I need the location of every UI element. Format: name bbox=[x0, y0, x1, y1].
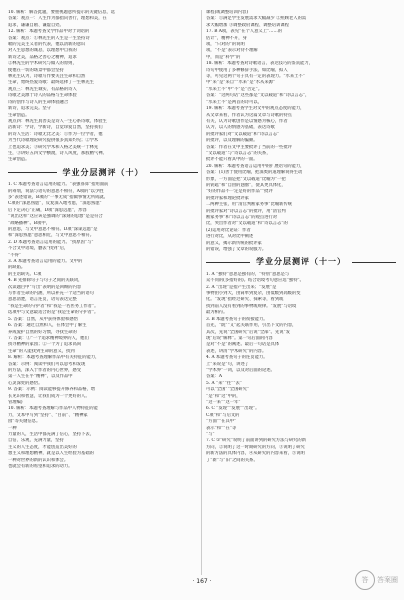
text-line: 18. 解析：本题考查对诗歌语言、表达技巧的鉴赏能力， bbox=[206, 61, 314, 67]
text-line: 心灵深处的感悟。 bbox=[8, 380, 43, 386]
text-line: 答案：观点一：人生作为都指向善行，理想和美，在 bbox=[8, 16, 107, 22]
text-line: 是对“不是”的阐述。最后一句话是具体 bbox=[206, 342, 280, 348]
text-line: 生命”的人能找到生命的意义，找到 bbox=[8, 348, 75, 354]
text-line: 1. A “独特”意思是独有的，“特别”意思是与 bbox=[206, 271, 290, 277]
heading-rule-right bbox=[352, 262, 396, 263]
text-line: 认为，以人的情感为基础，表达诗歌 bbox=[206, 125, 275, 131]
text-line: 上也追求美；③研究学术和人格之美统一于林先 bbox=[8, 144, 99, 150]
text-line: 诗歌之美源于诗人的品格与生命体验 bbox=[8, 93, 77, 99]
text-line: 一种 bbox=[8, 425, 17, 431]
text-line: 力量的人，生活中都充满了信心，坚持下去， bbox=[8, 432, 94, 437]
text-line: 答案：(1)善于使用比喻，把深奥的道理解说得生动 bbox=[206, 170, 303, 176]
text-line: 的意思，与文中意思不相符。D项“深谋远虑”是 bbox=[8, 227, 98, 232]
text-line: 诗的创作与诗人的生命体验融合 bbox=[8, 99, 69, 105]
text-line: 3. A 本题考查语言运用的能力。文中的 bbox=[8, 259, 83, 265]
text-line: 自信、乐观，充满力量，坚持 bbox=[8, 438, 64, 444]
text-line: 可以“全国”“全国研究” bbox=[206, 387, 250, 393]
text-line: 2. D 本题考查语言运用的能力。“找原因”与“ bbox=[8, 239, 94, 245]
text-line: “学术界”一词，以及对后面的论述。 bbox=[206, 367, 275, 373]
text-line: 上“来说是”句，讲述了 bbox=[206, 361, 250, 367]
answer-block-left-bottom bbox=[8, 182, 198, 470]
text-line: 6. C “发现”“发展”“出现”。 bbox=[206, 406, 260, 412]
text-line: 生，③讲好五四文学横渡，诗人风度，那股精气神。 bbox=[8, 150, 107, 156]
text-line: 断家务事”和“诗以言志”的观点进行对 bbox=[206, 215, 278, 220]
watermark-logo bbox=[355, 570, 398, 590]
heading-rule-right bbox=[150, 172, 199, 173]
text-line: 力，文本中写到“坚持”、“目前”、“精神家 bbox=[8, 412, 88, 418]
text-line: 选项中与文意最适合的是“我是生命的守护者”。 bbox=[8, 310, 99, 316]
text-line: 追求，谦谦自励、谦虚自处。 bbox=[8, 22, 64, 28]
text-line: 5. 答案：自然，从中获得体验和感悟 bbox=[8, 316, 78, 322]
text-line: 现”后说“解释”。第一句后面的内容 bbox=[206, 335, 273, 341]
text-line: 多”表述错误，B项的“一事无成”指做事情无所成就。 bbox=[8, 194, 108, 200]
text-line: 4. B 先排除句子与句子之间的关联词， bbox=[8, 278, 83, 284]
text-line: 第一人生在乎“精神”，以及作品中 bbox=[8, 374, 73, 380]
text-line: “与” bbox=[206, 432, 215, 437]
text-line: 写作者生命的内涵，所以补充一个适当的语句 bbox=[8, 291, 94, 297]
text-line: 的批评家对“诗以言志”的批评，用“清官判 bbox=[206, 208, 286, 214]
text-line: 1. C 本题考查语言运用的能力。“表强寡算”指用面前 bbox=[8, 182, 109, 188]
text-line: 活新诗：学诗，学新诗，自觉珍爱自然，坚持我们 bbox=[8, 125, 103, 131]
text-line: 的意义，揭示新传统的批评家 bbox=[206, 240, 262, 246]
text-line: 一种对世界的新的认识和体会。 bbox=[8, 457, 69, 463]
text-line: 意思清楚，语言连贯，语句表达完整 bbox=[8, 297, 77, 303]
text-line: 观点三：林先生诚实、有品格的诗人 bbox=[8, 86, 77, 92]
text-line: 的批评家们对“文以载道”和“诗以言志” bbox=[206, 131, 280, 137]
answer-block-left-top bbox=[8, 10, 198, 164]
text-line: 从文章来看，作者认为这篇文章与诗歌的特点 bbox=[206, 112, 292, 118]
text-line: 林先生认为，诗歌写作要关注生命和自然 bbox=[8, 74, 86, 80]
text-line: 答案：示例：阅读中我们可以思考和发现 bbox=[8, 361, 86, 367]
text-line: 的错误，增强了文章的说服力。 bbox=[206, 247, 267, 253]
text-line: 20. 解析：本题考查语言运用中的扩展语句的能力， bbox=[206, 163, 305, 169]
text-line: 生命创造。 bbox=[8, 112, 30, 118]
text-line: 9. 答案：示例：阅读能够提升修养和品格，增 bbox=[8, 387, 96, 393]
text-line: “不得” bbox=[8, 252, 21, 258]
text-line: 答案：观点：①林先生的人生是一生坚持诗 bbox=[8, 35, 90, 41]
text-line: 找到前人没有看到的事物或规律。“发展”与语境 bbox=[206, 303, 297, 309]
text-line: 的批评家和理论批评家 bbox=[206, 195, 249, 201]
text-line: 有关，认为诗歌创作是以情感为核心，作者 bbox=[206, 118, 288, 124]
text-line: 形象，一方面是把“文以载道”比喻为“一把 bbox=[206, 176, 286, 182]
text-line: 2. A “出现”是指产生出来；“发展”是 bbox=[206, 284, 277, 290]
text-line: “文以载道”与“诗以言志”的关系， bbox=[206, 150, 271, 156]
section-title-text: 学业分层测评（十一） bbox=[256, 257, 346, 267]
text-line: 6. 答案：通过自然和人，在体会中了解生 bbox=[8, 323, 87, 329]
text-line: 长见识和智慧，让我们成为一个更好的人。 bbox=[8, 393, 90, 399]
text-line: 5. A “来”“往”“去” bbox=[206, 380, 243, 386]
text-line: 主义的人生态度，才能创造出美好的 bbox=[8, 444, 77, 450]
text-line: 批评不能只看其中的一面。 bbox=[206, 157, 258, 163]
text-line: C项的“深思熟虑”，反复深入地考虑，“深思熟虑” bbox=[8, 201, 102, 207]
text-line: 求大幅增加 ③调整政府课程、调整培训课程 bbox=[206, 22, 290, 28]
text-line: 次读题目中“写出”表明的是回顾的内容 bbox=[8, 284, 82, 290]
text-line: 中，而是“科学”的 bbox=[206, 54, 241, 60]
text-line: 众不同的(多指好的)。结合语境考句意应选“独特”。 bbox=[206, 278, 304, 284]
text-line: 进行对比，从对比中阐述 bbox=[206, 234, 254, 240]
text-line: 养成爱护自然的好习惯，寻找生命的 bbox=[8, 329, 77, 335]
answer-block-right-top bbox=[206, 10, 396, 253]
heading-rule-left bbox=[8, 172, 57, 173]
text-line: 课程(或调整培训内容) bbox=[206, 10, 249, 15]
text-line: 新诗之美，品格之善心之精神，追求 bbox=[8, 54, 77, 60]
text-line: 中“来”是“来自”“水来”是“水从来源” bbox=[206, 80, 276, 86]
text-line: “方面”“在其中” bbox=[206, 419, 237, 425]
text-line: 也就会有新的希望和追求的动力。 bbox=[8, 464, 73, 470]
text-line: 7. C ①“研究”说明了前面讲到的研究方法与研究的新 bbox=[206, 438, 307, 444]
text-line: 对人生思想的诚恳，以理想中自我的 bbox=[8, 48, 77, 54]
text-line: 想主义和理想精神，就是以人生经验为基础的 bbox=[8, 451, 94, 457]
text-line: 4. A 本题考查句子的连贯能力。 bbox=[206, 355, 268, 361]
text-line: C项“和”与后文的 bbox=[206, 412, 240, 418]
text-line: 为当代诗歌理论研究提供很多真知灼见；②学术 bbox=[8, 138, 99, 144]
text-line: 歌的完美主义者的代表，他以清新的意识 bbox=[8, 42, 86, 48]
text-line: 的诗人生活：诗歌无比之美：①作为一位学者，他 bbox=[8, 131, 103, 137]
text-line: 的新方法的具体内容，④从研究的内容来看，⑤说明 bbox=[206, 451, 305, 457]
text-line: 等，可见这两个句子具有一定的表现力。“水来土不” bbox=[206, 74, 305, 80]
text-line: “我是生命的守护者”和“我是一名医务工作者”。 bbox=[8, 303, 99, 309]
text-line: 的方法，深入于作者的内心世界，感受 bbox=[8, 367, 82, 373]
text-line: 后下定决心”正确，D项“深思远虑”，形容 bbox=[8, 207, 87, 213]
text-line: 估计”，精神不开，身 bbox=[206, 35, 247, 41]
text-line: 的批评，以及理解的偏颇。 bbox=[206, 138, 258, 144]
column-divider bbox=[201, 10, 202, 575]
text-line: 最为相符。 bbox=[206, 310, 228, 316]
text-line: 事物由小到大，由简单到复杂，由低级到高级的变 bbox=[206, 291, 301, 297]
text-line: 和“深思熟虑”意思相近，与文中意思不相符。 bbox=[8, 233, 95, 239]
text-line: 17. B A项，表见“在个人意义上”……的 bbox=[206, 29, 283, 35]
text-line: 项，“不是”表示对待不理解 bbox=[206, 48, 258, 54]
answer-block-right-bottom bbox=[206, 272, 396, 464]
text-line: 管理编) bbox=[8, 399, 23, 405]
text-line: 找寻精神的家园；②一个为了追求高尚 bbox=[8, 342, 82, 348]
text-line: 表述，讲清“学术研究”的内容。 bbox=[206, 348, 267, 354]
text-line: 了“新”与“旧”之间的关系。 bbox=[206, 457, 258, 463]
text-line: 答案：①满足学生发展需求大幅减少 ②照顾老人的需 bbox=[206, 16, 307, 22]
watermark-badge-icon: 答 bbox=[355, 570, 375, 590]
text-line: “水来土不”中“不”是“否定”。 bbox=[206, 86, 263, 92]
text-line: ②林先生的学术研究与做人的原则， bbox=[8, 61, 77, 67]
text-line: 10. 解析：解答此题，要重视题意所提示的关键信息，选 bbox=[8, 10, 116, 15]
text-line: 答案：“这两句话”这些都是“文以载道”和“诗以言志”， bbox=[206, 93, 310, 99]
text-line: “故略播种”。B项中， bbox=[8, 220, 50, 226]
text-line: 答案：A bbox=[206, 374, 222, 380]
text-line: 生命创造。 bbox=[8, 157, 30, 163]
text-line: 观点四：林先生真善美是诗人一生心系诗歌，体验生 bbox=[8, 118, 107, 124]
text-line: 10. 解析：本题考查理解与作品中人物特征的能 bbox=[8, 406, 98, 412]
text-line: 新诗，追求完美。坚守 bbox=[8, 106, 51, 112]
text-line: 的主语缺失。C项 bbox=[8, 271, 42, 277]
watermark-text: 答案圈 bbox=[377, 576, 398, 584]
text-line: 方向，②说明了这一时期研究的方向，③说明了研究 bbox=[206, 444, 305, 450]
text-line: 8. 解析：本题考查理解作品中有关特征的能力， bbox=[8, 355, 100, 361]
section-heading-11 bbox=[206, 259, 396, 265]
text-line: 生命，始终热爱诗歌：最终选择了一生林先生 bbox=[8, 80, 94, 86]
text-line: “这一来”“这一年” bbox=[206, 399, 241, 405]
text-line: 19. 解析：本题考查学生对文中的观点态度的能力， bbox=[206, 106, 305, 112]
page-number: · 167 · bbox=[192, 578, 212, 585]
text-line: 答案：作者在文中主要批评了当前的一些批评 bbox=[206, 144, 292, 150]
text-line: 诗句中使用了多种修辞手法，如比喻、拟人 bbox=[206, 67, 288, 73]
text-line: 项，“只对的”的说明 bbox=[206, 42, 245, 48]
text-line: “是”和“这”中的， bbox=[206, 393, 241, 399]
text-line: 比，突出作者对“文以载道”和“诗以言志”的 bbox=[206, 221, 288, 227]
text-line: 化。“发现”指经过研究、探索等，看到或 bbox=[206, 297, 284, 303]
text-line: 园”等关键信息。 bbox=[8, 419, 41, 425]
text-line: 其次，先说“全国研究”后说“全部”。先说“发 bbox=[206, 329, 291, 335]
text-line: 3. B 本题考查句子的衔接能力。 bbox=[206, 316, 268, 322]
left-column bbox=[8, 10, 198, 470]
section-title-text: 学业分层测评（十） bbox=[62, 167, 144, 177]
text-line: 二两种主张，用“清官判断家务事”比喻新传统 bbox=[206, 202, 293, 208]
text-line: 的筹划，说法与语句的意思不相符，A项的“以少胜 bbox=[8, 188, 104, 194]
right-column bbox=[206, 10, 396, 464]
text-line: “好的作品不一定是好的作品”“批评 bbox=[206, 189, 273, 195]
section-heading-10 bbox=[8, 167, 198, 177]
text-line: 7. 答案：①“一个追求精神境界的人，他们 bbox=[8, 335, 89, 341]
text-line: “水来土不”是两首的诗可以， bbox=[206, 99, 262, 105]
text-line: 表示“和”“在”等 bbox=[206, 425, 237, 431]
text-line: 不合文中语境，删去“找到”后， bbox=[8, 246, 69, 252]
heading-rule-left bbox=[206, 262, 250, 263]
text-line: (2)运用对比论证：作者 bbox=[206, 227, 251, 233]
text-line: 使他在一切的场景中都会坚持 bbox=[8, 67, 64, 73]
text-line: 首先，“既”“又”起关联作用，引出下文的内容， bbox=[206, 323, 297, 329]
text-line: 的缺陷。 bbox=[8, 265, 26, 271]
text-line: 的钥匙”和“自由的翅膀”，使其更具体化， bbox=[206, 182, 286, 188]
text-line: “说出这样”这应该是强调的“深刻的思想”是是符合 bbox=[8, 214, 103, 220]
text-line: 12. 解析：本题考查文学作品中对于词语的 bbox=[8, 29, 90, 35]
